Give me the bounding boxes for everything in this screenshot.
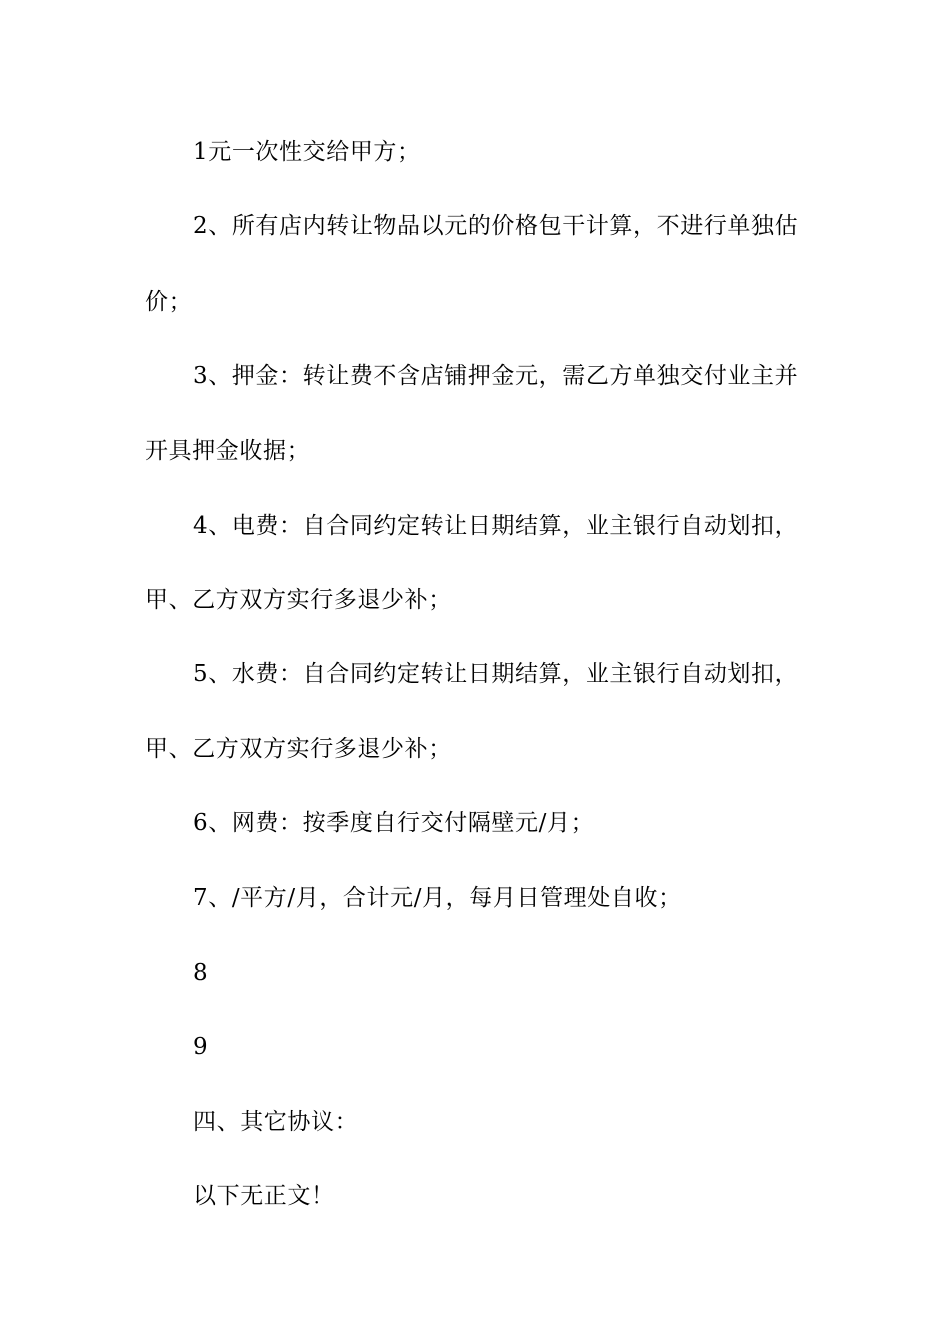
text-line-11: 7、/平方/月，合计元/月，每月日管理处自收； xyxy=(193,885,682,911)
text-line-1: 1元一次性交给甲方； xyxy=(193,139,421,165)
text-line-8: 5、水费：自合同约定转让日期结算，业主银行自动划扣， xyxy=(193,661,799,687)
text-line-13: 9 xyxy=(193,1034,209,1060)
section-heading: 四、其它协议： xyxy=(193,1109,359,1135)
text-line-6: 4、电费：自合同约定转让日期结算，业主银行自动划扣， xyxy=(193,513,799,539)
text-line-4: 3、押金：转让费不含店铺押金元，需乙方单独交付业主并 xyxy=(193,363,799,389)
text-line-9: 甲、乙方双方实行多退少补； xyxy=(145,736,452,762)
text-line-3: 价； xyxy=(145,289,193,315)
text-line-12: 8 xyxy=(193,960,209,986)
closing-line: 以下无正文！ xyxy=(193,1183,335,1209)
text-line-10: 6、网费：按季度自行交付隔壁元/月； xyxy=(193,810,595,836)
text-line-7: 甲、乙方双方实行多退少补； xyxy=(145,587,452,613)
text-line-5: 开具押金收据； xyxy=(145,438,311,464)
text-line-2: 2、所有店内转让物品以元的价格包干计算，不进行单独估 xyxy=(193,213,799,239)
